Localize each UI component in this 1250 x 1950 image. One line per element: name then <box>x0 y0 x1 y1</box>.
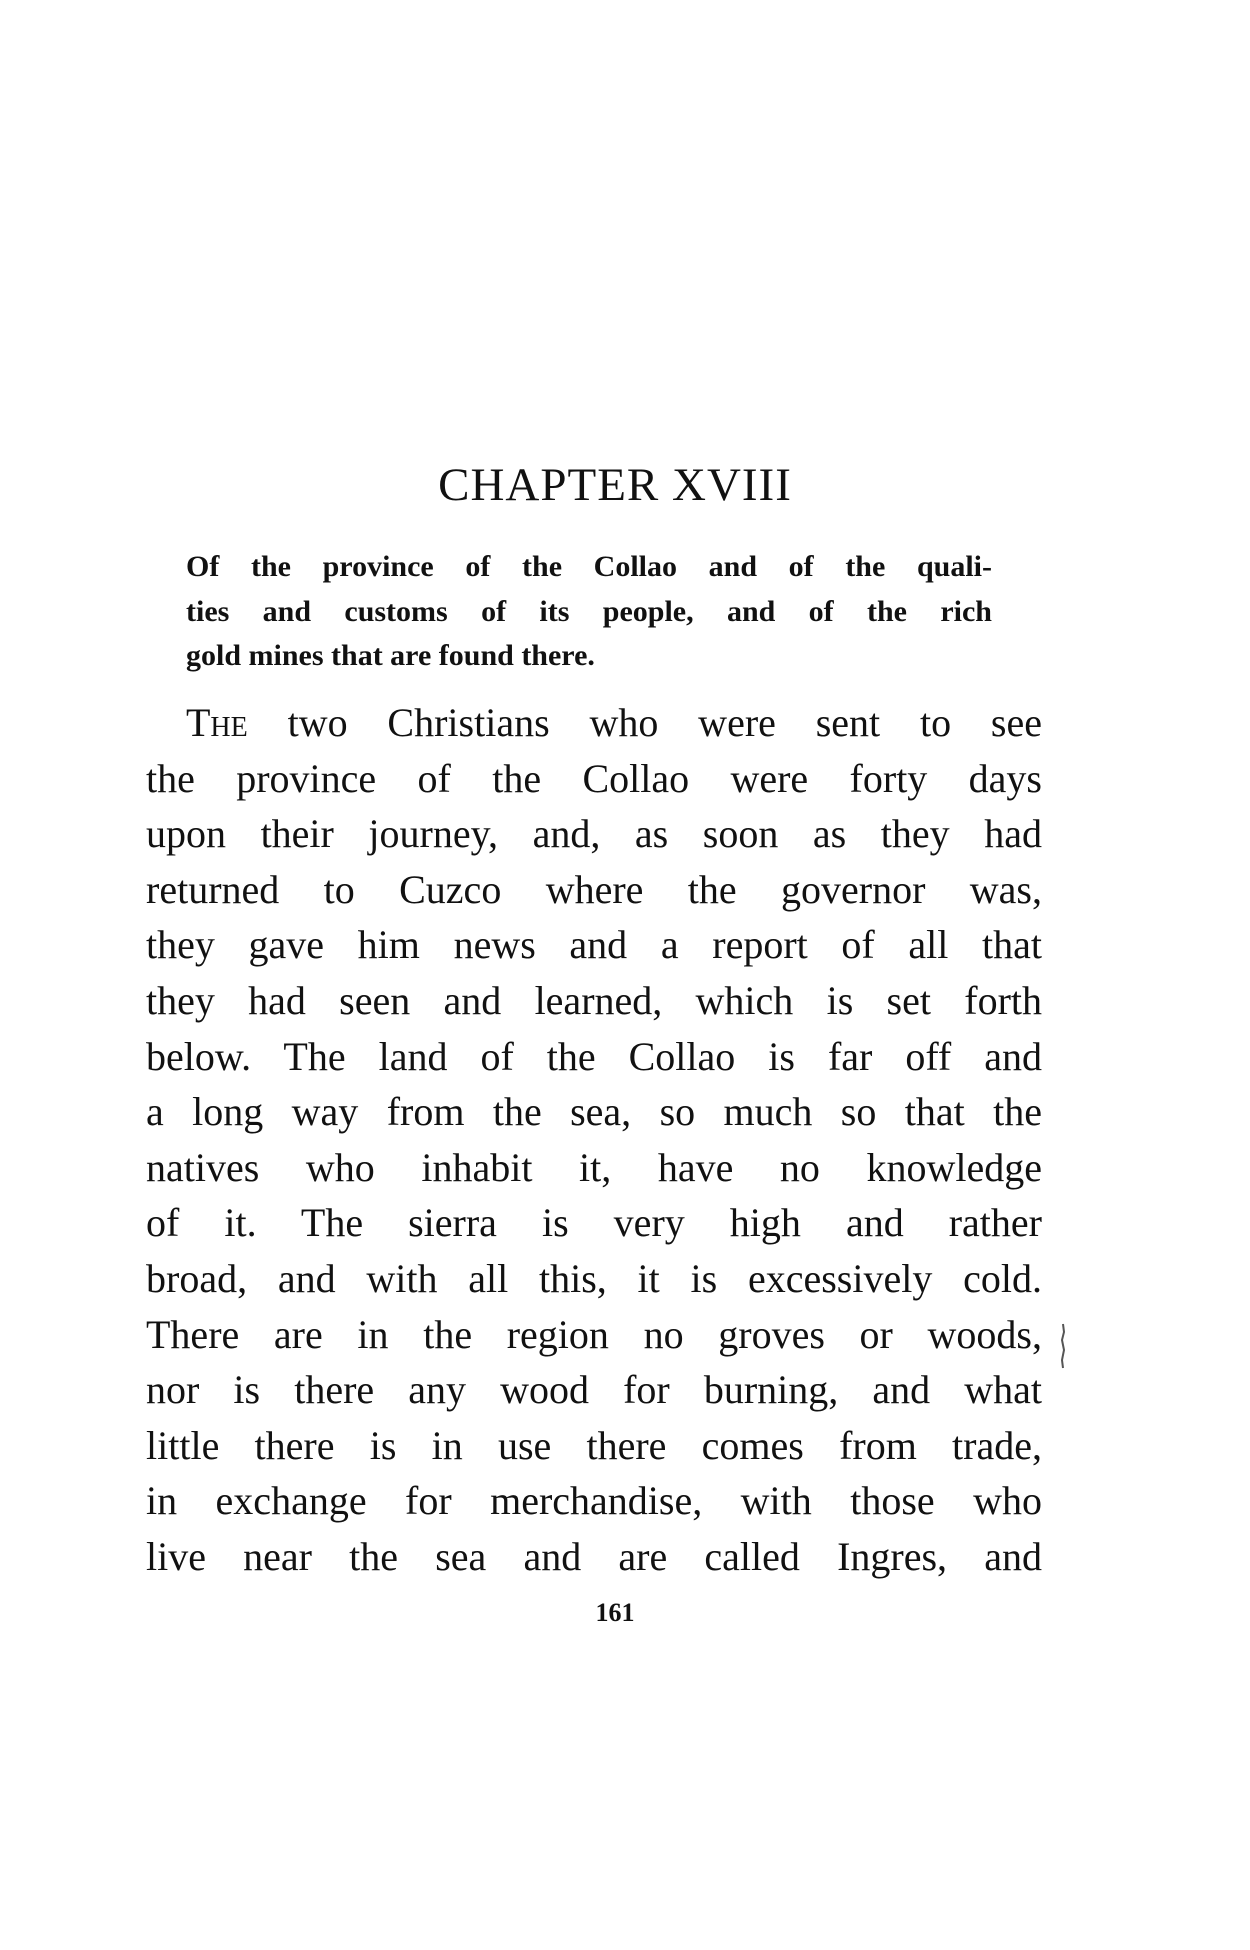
body-text <box>146 695 1042 1585</box>
summary-line: Of the province of the Collao and of the quali- <box>186 550 992 583</box>
page-number: 161 <box>595 1598 635 1627</box>
summary-line: ties and customs of its people, and of the rich <box>186 594 992 628</box>
body-line: natives who inhabit it, have no knowledge <box>146 1144 1042 1190</box>
margin-mark <box>1059 1322 1067 1370</box>
summary-line: gold mines that are found there. <box>186 639 595 672</box>
body-line: returned to Cuzco where the governor was, <box>146 866 1042 912</box>
body-line: in exchange for merchandise, with those who <box>146 1478 1042 1524</box>
body-line: broad, and with all this, it is excessively cold. <box>146 1255 1042 1301</box>
chapter-title: CHAPTER XVIII <box>438 459 792 511</box>
body-line: below. The land of the Collao is far off and <box>146 1033 1042 1079</box>
body-line: little there is in use there comes from trade, <box>146 1422 1042 1468</box>
body-line: upon their journey, and, as soon as they had <box>146 811 1042 857</box>
body-line: of it. The sierra is very high and rather <box>146 1200 1042 1246</box>
body-line: a long way from the sea, so much so that the <box>146 1089 1042 1135</box>
body-line: nor is there any wood for burning, and what <box>146 1367 1042 1413</box>
lead-word: The <box>186 700 248 745</box>
body-line: There are in the region no groves or woods, <box>146 1311 1042 1357</box>
body-line-first <box>146 695 1042 751</box>
body-line: the province of the Collao were forty days <box>146 755 1042 801</box>
body-line: they had seen and learned, which is set forth <box>146 977 1042 1023</box>
chapter-summary <box>186 545 992 679</box>
body-line: they gave him news and a report of all that <box>146 922 1042 968</box>
body-line: live near the sea and are called Ingres, and <box>146 1533 1042 1579</box>
first-line-rest: two Christians who were sent to see <box>247 700 1042 745</box>
